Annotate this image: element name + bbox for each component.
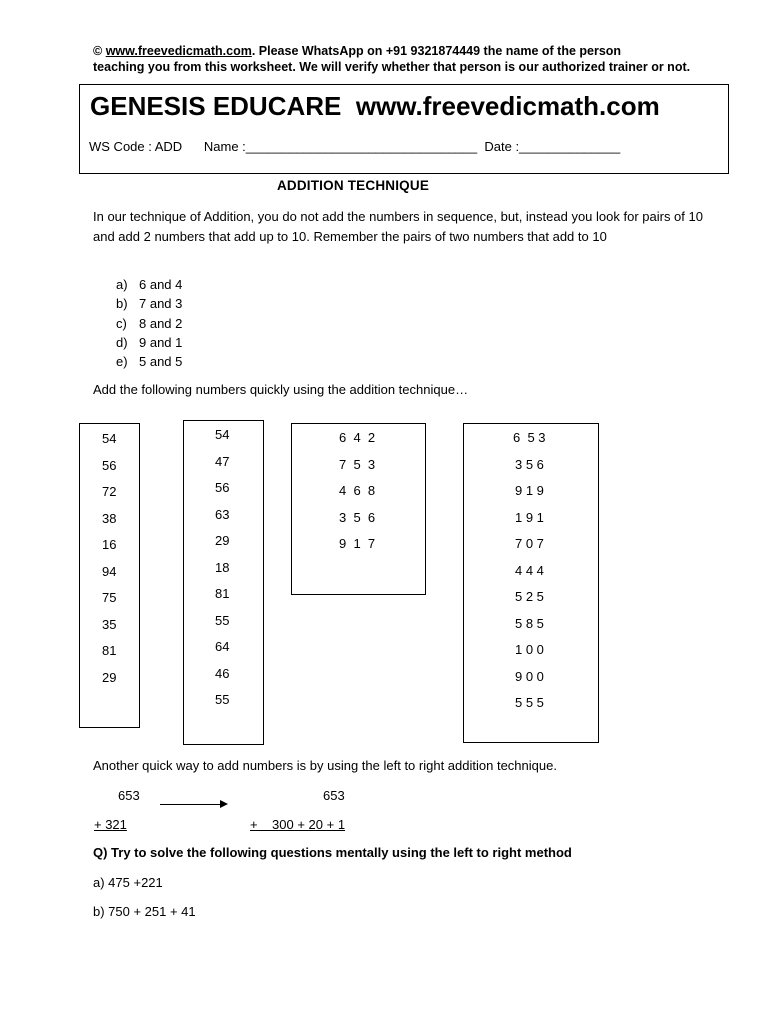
number-column-3 <box>291 423 426 595</box>
list-item: 1 9 1 <box>515 510 544 525</box>
list-item: 38 <box>102 511 117 526</box>
page-title: ADDITION TECHNIQUE <box>276 178 430 193</box>
list-item: 56 <box>102 458 117 473</box>
list-item: 18 <box>215 560 230 575</box>
list-item: 54 <box>102 431 117 446</box>
list-item: 4 6 8 <box>339 483 376 498</box>
list-item: 46 <box>215 666 230 681</box>
list-item: 54 <box>215 427 230 442</box>
question-b: b) 750 + 251 + 41 <box>93 904 196 919</box>
list-item: 5 5 5 <box>515 695 544 710</box>
ws-code: WS Code : ADD <box>89 139 183 154</box>
list-item: 55 <box>215 692 230 707</box>
list-item: 9 1 9 <box>515 483 544 498</box>
notice-text-1: . Please WhatsApp on +91 9321874449 the name of the person <box>251 44 622 58</box>
example-bottom-right: + 300 + 20 + 1 <box>250 817 346 832</box>
question-heading: Q) Try to solve the following questions mentally using the left to right method <box>93 845 572 860</box>
worksheet-info-line <box>89 139 620 154</box>
list-item: 7 5 3 <box>339 457 376 472</box>
list-item: b) 7 and 3 <box>116 296 183 312</box>
site-link[interactable]: www.freevedicmath.com <box>105 44 252 58</box>
instruction-text: Add the following numbers quickly using the addition technique… <box>93 382 469 397</box>
list-item: 56 <box>215 480 230 495</box>
list-item: 9 0 0 <box>515 669 544 684</box>
arrow-icon <box>160 804 222 805</box>
list-item: 7 0 7 <box>515 536 544 551</box>
list-item: 5 8 5 <box>515 616 544 631</box>
list-item: d) 9 and 1 <box>116 334 183 350</box>
list-item: 75 <box>102 590 117 605</box>
list-item: 81 <box>102 643 117 658</box>
number-column-4 <box>463 423 599 743</box>
intro-paragraph: In our technique of Addition, you do not add the numbers in sequence, but, instead you look for pairs of 10 and add 2 numbers that add up to 10. Remember the pairs of two numbers that add to 10 <box>93 209 703 244</box>
notice-line-2: teaching you from this worksheet. We will verify whether that person is our authorized trainer or not. <box>93 60 691 74</box>
date-field: Date :______________ <box>484 139 621 154</box>
name-field: Name :________________________________ <box>203 139 478 154</box>
number-column-2 <box>183 420 264 745</box>
list-item: 16 <box>102 537 117 552</box>
header-box <box>79 84 729 174</box>
list-item: 94 <box>102 564 117 579</box>
list-item: 64 <box>215 639 230 654</box>
brand-title: GENESIS EDUCARE www.freevedicmath.com <box>90 91 660 121</box>
list-item: 55 <box>215 613 230 628</box>
example-bottom-left: + 321 <box>94 817 127 832</box>
list-item: 35 <box>102 617 117 632</box>
list-item: 5 2 5 <box>515 589 544 604</box>
list-item: 47 <box>215 454 230 469</box>
question-a: a) 475 +221 <box>93 875 163 890</box>
copyright-symbol: © <box>93 44 103 58</box>
list-item: 1 0 0 <box>515 642 544 657</box>
list-item: e) 5 and 5 <box>116 354 183 370</box>
example-top-right: 653 <box>323 788 345 803</box>
list-item: 4 4 4 <box>515 563 544 578</box>
list-item: 81 <box>215 586 230 601</box>
list-item: a) 6 and 4 <box>116 277 183 292</box>
list-item: 29 <box>215 533 230 548</box>
copyright-notice <box>93 43 733 75</box>
list-item: 9 1 7 <box>339 536 376 551</box>
notice-line-1 <box>93 43 733 59</box>
list-item: 6 5 3 <box>513 430 546 445</box>
list-item: 63 <box>215 507 230 522</box>
list-item: 3 5 6 <box>339 510 376 525</box>
list-item: 6 4 2 <box>339 430 376 445</box>
example-top-left: 653 <box>118 788 140 803</box>
list-item: c) 8 and 2 <box>116 315 183 331</box>
list-item: 72 <box>102 484 117 499</box>
left-to-right-intro: Another quick way to add numbers is by using the left to right addition technique. <box>93 758 557 773</box>
list-item: 29 <box>102 670 117 685</box>
pairs-list <box>116 275 182 371</box>
number-column-1 <box>79 423 140 728</box>
list-item: 3 5 6 <box>515 457 544 472</box>
arrow-head-icon <box>220 800 228 808</box>
